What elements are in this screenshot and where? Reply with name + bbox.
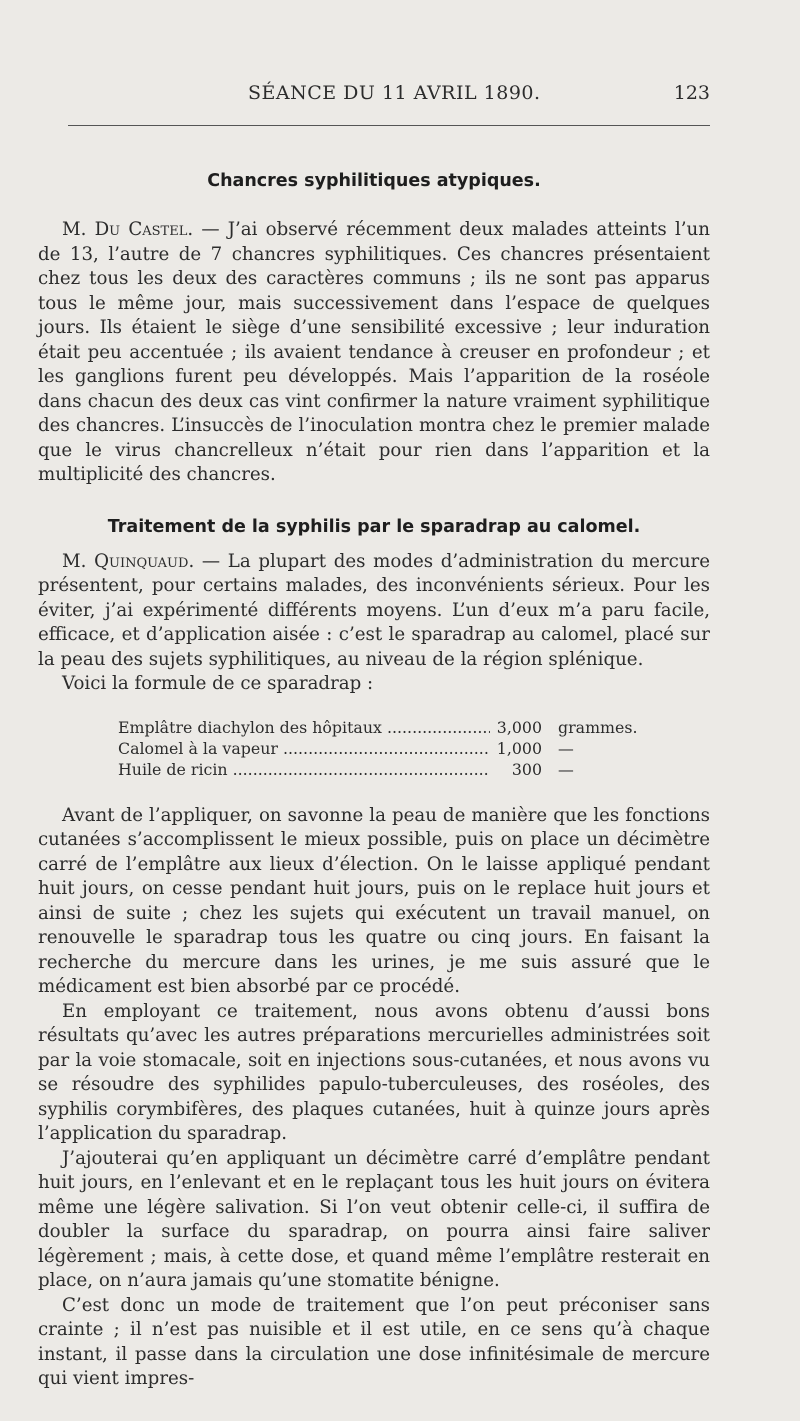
section-heading-traitement: Traitement de la syphilis par le sparadrap au calomel. [107, 516, 641, 537]
formula-row [118, 717, 638, 738]
formula-row [118, 759, 638, 780]
formula-ingredient: Emplâtre diachylon des hôpitaux ..... [118, 717, 490, 738]
paragraph-text: — J’ai observé récemment deux malades atteints l’un de 13, l’autre de 7 chancres syphilitiques. Ces chancres présentaient chez tous les deux des caractères communs ; ils ne sont pas apparus tous le même jour, mais successivement dans l’espace de quelques jours. Ils étaient le siège d’une sensibilité excessive ; leur induration était peu accentuée ; ils avaient tendance à creuser en profondeur ; et les ganglions furent peu développés. Mais l’apparition de la roséole dans chacun des deux cas vint confirmer la nature vraiment syphilitique des chancres. L’insuccès de l’inoculation montra chez le premier malade que le virus chancrelleux n’était pour rien dans l’apparition et la multiplicité des chancres. [38, 219, 710, 485]
speaker-du-castel: M. Du Castel. [62, 219, 194, 240]
formula-table [118, 717, 638, 780]
paragraph-text: — La plupart des modes d’administration du mercure présentent, pour certains malades, des inconvénients sérieux. Pour les éviter, j’ai expérimenté différents moyens. L’un d’eux m’a paru facile, efficace, et d’application aisée : c’est le sparadrap au calomel, placé sur la peau des sujets syphilitiques, au niveau de la région splénique. [38, 550, 710, 670]
formula-unit: — [558, 738, 574, 758]
formula-quantity: 300 [511, 759, 542, 779]
formula-ingredient: Huile de ricin ..... [118, 759, 490, 780]
paragraph-application: Avant de l’appliquer, on savonne la peau de manière que les fonctions cutanées s’accomplissent le mieux possible, puis on place un décimètre carré de l’emplâtre aux lieux d’élection. On le laisse appliqué pendant huit jours, on cesse pendant huit jours, puis on le replace huit jours et ainsi de suite ; chez les sujets qui exécutent un travail manuel, on renouvelle le sparadrap tous les quatre ou cinq jours. En faisant la recherche du mercure dans les urines, je me suis assuré que le médicament est bien absorbé par ce procédé. [38, 804, 710, 997]
formula-quantity: 1,000 [496, 738, 542, 758]
header-rule [68, 125, 710, 126]
formula-intro: Voici la formule de ce sparadrap : [62, 673, 374, 694]
article-body [38, 168, 710, 1392]
speaker-quinquaud: M. Quinquaud. [62, 550, 195, 572]
paragraph-conclusion: C’est donc un mode de traitement que l’on peut préconiser sans crainte ; il n’est pas nuisible et il est utile, en ce sens qu’à chaque instant, il passe dans la circulation une dose infinitésimale de mercure qui vient impres- [38, 1294, 710, 1389]
paragraph-du-castel [38, 218, 710, 488]
section-heading-chancres: Chancres syphilitiques atypiques. [207, 171, 541, 191]
paragraph-results: En employant ce traitement, nous avons obtenu d’aussi bons résultats qu’avec les autres préparations mercurielles administrées soit par la voie stomacale, soit en injections sous-cutanées, et nous avons vu se résoudre des syphilides papulo-tuberculeuses, des roséoles, des syphilis corymbifères, des plaques cutanées, huit à quinze jours après l’application du sparadrap. [38, 1000, 710, 1144]
page-number: 123 [673, 82, 710, 104]
formula-row [118, 738, 638, 759]
formula-unit: grammes. [558, 717, 638, 737]
formula-unit: — [558, 759, 574, 779]
running-title: SÉANCE DU 11 AVRIL 1890. [248, 82, 541, 104]
running-head [248, 82, 710, 106]
formula-quantity: 3,000 [496, 717, 542, 737]
paragraph-salivation: J’ajouterai qu’en appliquant un décimètre carré d’emplâtre pendant huit jours, en l’enlevant et en le replaçant tous les huit jours on évitera même une légère salivation. Si l’on veut obtenir celle-ci, il suffira de doubler la surface du sparadrap, on pourra ainsi faire saliver légèrement ; mais, à cette dose, et quand même l’emplâtre resterait en place, on n’aura jamais qu’une stomatite bénigne. [38, 1147, 710, 1291]
formula-ingredient: Calomel à la vapeur ..... [118, 738, 490, 759]
paragraph-quinquaud [38, 550, 710, 673]
